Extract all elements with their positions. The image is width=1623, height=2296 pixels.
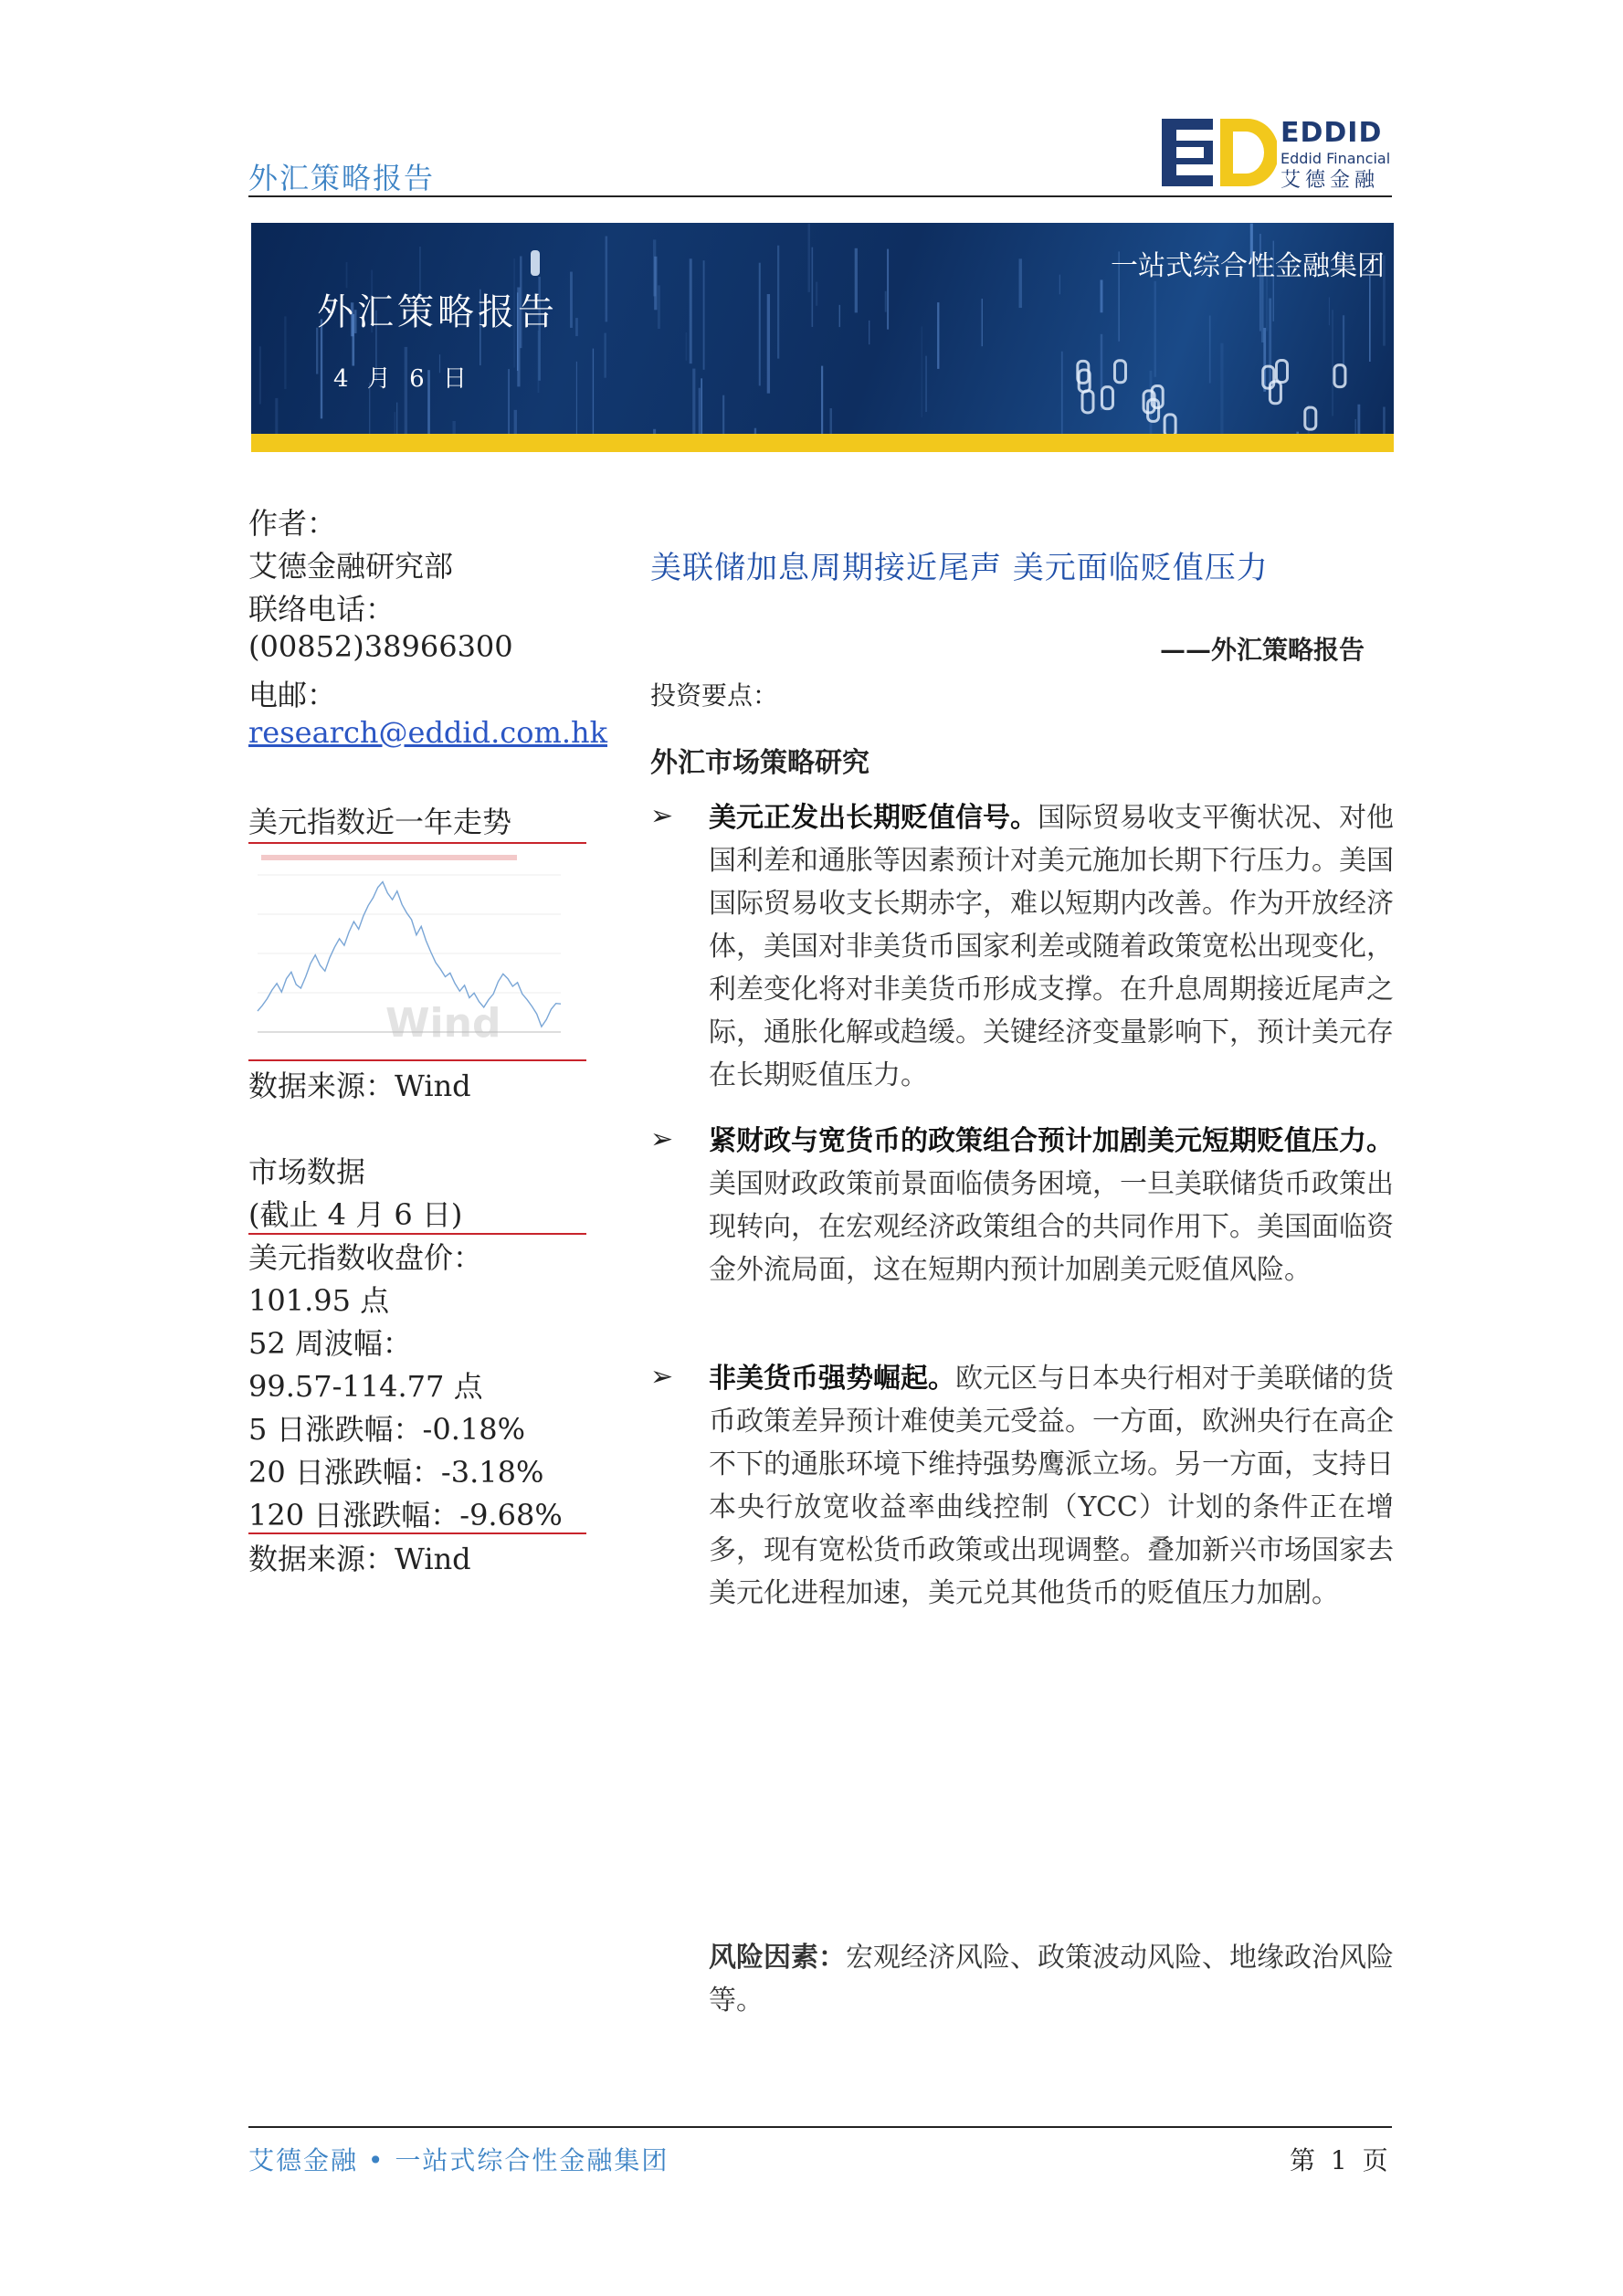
banner-streak <box>658 285 660 329</box>
report-subtitle: ——外汇策略报告 <box>1160 635 1365 665</box>
chart-top-rule <box>248 842 586 844</box>
banner-streak <box>1343 315 1344 369</box>
risk-body: 宏观经济风险、政策波动风险、地缘政治风险等。 <box>709 1942 1394 2017</box>
author-name: 艾德金融研究部 <box>248 549 454 584</box>
banner-digit-glyph <box>1101 387 1112 409</box>
eddid-logo-mark <box>1160 117 1277 188</box>
banner-streak <box>759 263 761 386</box>
banner-streak <box>699 388 701 434</box>
banner-streak <box>701 378 702 434</box>
banner-streak <box>1383 407 1385 434</box>
banner-streak <box>812 248 814 327</box>
banner-streak <box>575 318 578 336</box>
usd-index-chart-svg <box>248 849 586 1058</box>
banner-title: 外汇策略报告 <box>317 291 558 333</box>
banner-digit-glyph <box>1114 361 1125 383</box>
banner-streak <box>829 408 831 434</box>
banner-streak <box>593 349 594 434</box>
banner-digit-glyph <box>1305 407 1316 429</box>
market-bottom-rule <box>248 1532 586 1534</box>
bullet-lead: 非美货币强势崛起。 <box>709 1363 955 1395</box>
banner-streak <box>514 410 517 434</box>
banner-streak <box>1266 275 1268 331</box>
banner-streak <box>452 421 455 434</box>
banner-digit-glyph <box>531 250 540 276</box>
banner-streak <box>1354 419 1356 434</box>
banner-streak <box>885 291 887 312</box>
market-data-cutoff: (截止 4 月 6 日) <box>248 1197 463 1232</box>
bullet-item <box>650 1357 1394 1659</box>
banner-streak <box>821 366 823 434</box>
chart-bottom-rule <box>248 1059 586 1061</box>
change-120d: 120 日涨跌幅：-9.68% <box>248 1498 563 1532</box>
chart-title: 美元指数近一年走势 <box>248 805 512 839</box>
section-heading: 外汇市场策略研究 <box>650 747 869 779</box>
logo-english-name: Eddid Financial <box>1280 150 1391 167</box>
bullet-item <box>650 796 1394 1098</box>
banner-streak <box>925 356 926 412</box>
change-20d: 20 日涨跌幅：-3.18% <box>248 1455 544 1490</box>
usd-index-chart <box>248 849 586 1058</box>
risk-factors <box>709 1936 1394 2022</box>
risk-lead: 风险因素： <box>709 1942 846 1974</box>
banner-streak <box>576 362 577 434</box>
close-label: 美元指数收盘价： <box>248 1240 483 1275</box>
banner-streak <box>982 299 983 346</box>
bullet-text <box>709 796 1394 1097</box>
banner-streak <box>395 412 396 434</box>
arrow-bullet-icon: ➢ <box>650 1361 674 1393</box>
banner-streak <box>1101 279 1103 312</box>
chart-legend-strip <box>261 855 517 860</box>
banner-streak <box>1019 258 1022 308</box>
change-5d: 5 日涨跌幅：-0.18% <box>248 1412 526 1447</box>
banner-streak <box>1329 297 1330 325</box>
banner-streak <box>1269 299 1271 391</box>
banner-digit-glyph <box>1082 391 1093 413</box>
close-value: 101.95 点 <box>248 1283 390 1318</box>
banner-streak <box>1059 275 1060 295</box>
logo-name: EDDID <box>1280 117 1383 149</box>
banner-streak <box>1220 343 1223 434</box>
bullet-body: 美国财政政策前景面临债务困境，一旦美联储货币政策出现转向，在宏观经济政策组合的共同作用下。美国面临资金外流局面，这在短期内预计加剧美元贬值风险。 <box>709 1168 1394 1286</box>
bullet-text <box>709 1357 1394 1615</box>
investment-points-label: 投资要点： <box>650 680 779 711</box>
chart-watermark: Wind <box>385 1000 501 1047</box>
banner-streak <box>1154 281 1156 377</box>
chart-source: 数据来源：Wind <box>248 1069 471 1103</box>
banner-streak <box>807 224 810 292</box>
bullet-lead: 紧财政与宽货币的政策组合预计加剧美元短期贬值压力。 <box>709 1125 1394 1157</box>
author-label: 作者： <box>248 506 337 541</box>
banner-digit-glyph <box>1165 415 1175 434</box>
banner-streak <box>570 272 573 328</box>
banner-streak <box>275 398 278 434</box>
banner-streak <box>816 282 817 306</box>
bullet-body: 欧元区与日本央行相对于美联储的货币政策差异预计难使美元受益。一方面，欧洲央行在高企不下的通胀环境下维持强势鹰派立场。另一方面，支持日本央行放宽收益率曲线控制（YCC）计划的条件正在增多，现有宽松货币政策或出现调整。叠加新兴市场国家去美元化进程加速，美元兑其他货币的贬值压力加剧。 <box>709 1363 1394 1609</box>
bullet-text <box>709 1120 1394 1291</box>
banner-date: 4 月 6 日 <box>333 365 472 393</box>
banner-streak <box>692 369 695 434</box>
banner-streak <box>1061 352 1063 434</box>
banner-streak <box>259 346 261 404</box>
phone-number: (00852)38966300 <box>248 629 513 664</box>
banner-streak <box>396 403 397 434</box>
banner-streak <box>839 305 840 327</box>
arrow-bullet-icon: ➢ <box>650 800 674 832</box>
banner-streak <box>937 302 939 369</box>
banner-slogan: 一站式综合性金融集团 <box>1111 250 1385 282</box>
banner-streak <box>777 246 779 359</box>
market-source: 数据来源：Wind <box>248 1542 471 1576</box>
arrow-bullet-icon: ➢ <box>650 1123 674 1155</box>
footer-company: 艾德金融 • 一站式综合性金融集团 <box>248 2145 669 2175</box>
logo-chinese-name: 艾德金融 <box>1280 169 1380 192</box>
banner-yellow-stripe <box>251 434 1394 452</box>
banner-streak <box>722 395 724 434</box>
banner-streak <box>855 248 858 313</box>
banner-streak <box>508 369 510 434</box>
report-title: 美联储加息周期接近尾声 美元面临贬值压力 <box>650 550 1269 586</box>
banner-streak <box>703 260 705 370</box>
banner-streak <box>1332 310 1333 416</box>
banner-streak <box>767 294 770 394</box>
footer-divider <box>248 2126 1392 2128</box>
banner-streak <box>887 249 889 330</box>
banner-streak <box>284 316 286 389</box>
banner-digit-glyph <box>1270 382 1280 404</box>
email-link[interactable]: research@eddid.com.hk <box>248 715 607 750</box>
banner-streak <box>1369 275 1371 362</box>
header-divider <box>248 195 1392 197</box>
eddid-logo <box>1160 117 1394 192</box>
bullet-item <box>650 1120 1394 1339</box>
report-banner <box>251 223 1394 434</box>
email-label: 电邮： <box>248 678 337 712</box>
banner-streak <box>686 332 688 361</box>
phone-label: 联络电话： <box>248 592 395 627</box>
range-value: 99.57-114.77 点 <box>248 1369 483 1404</box>
banner-streak <box>1209 315 1211 383</box>
banner-streak <box>654 257 657 311</box>
range-label: 52 周波幅： <box>248 1326 412 1361</box>
bullet-body: 国际贸易收支平衡状况、对他国利差和通胀等因素预计对美元施加长期下行压力。美国国际贸易收支长期赤字，难以短期内改善。作为开放经济体，美国对非美货币国家利差或随着政策宽松出现变化，利差变化将对非美货币形成支撑。在升息周期接近尾声之际，通胀化解或趋缓。关键经济变量影响下，预计美元存在长期贬值压力。 <box>709 802 1394 1091</box>
market-data-title: 市场数据 <box>248 1154 366 1189</box>
bullet-lead: 美元正发出长期贬值信号。 <box>709 802 1038 834</box>
banner-streak <box>1357 405 1360 434</box>
banner-streak <box>690 258 692 363</box>
banner-streak <box>604 333 606 378</box>
page-number: 第 1 页 <box>1290 2145 1392 2175</box>
banner-digit-glyph <box>1277 360 1288 382</box>
running-header-title: 外汇策略报告 <box>248 161 436 195</box>
banner-streak <box>606 237 608 322</box>
